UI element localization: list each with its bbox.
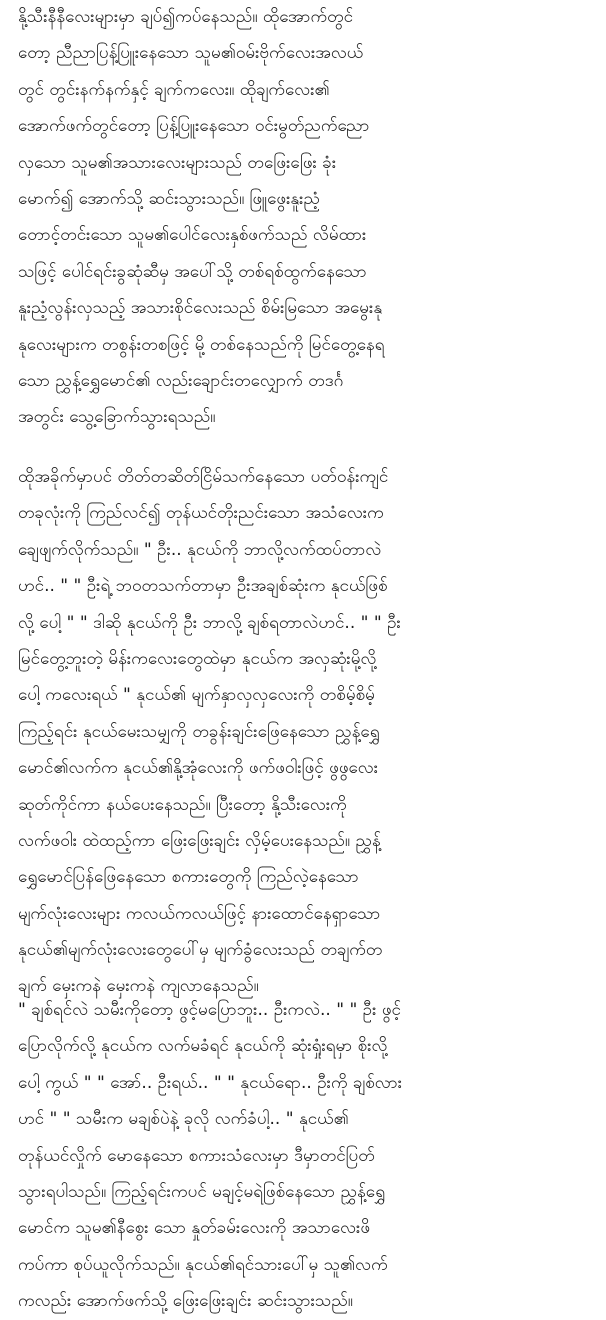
text-line: " ချစ်ရင်လဲ သမီးကိုတော့ ဖွင့်မပြောဘူး.. ဦးကလဲ.. " " ဦး ဖွင့် bbox=[18, 1000, 401, 1020]
text-line: မောင်က သူမ၏နီစွေး သော နှုတ်ခမ်းလေးကို အသာလေးဖိ bbox=[18, 1218, 371, 1239]
text-line: ဟင် " " သမီးက မချစ်ပဲနဲ့ ခုလို လက်ခံပါ့.. " နုငယ်၏ bbox=[18, 1109, 349, 1130]
text-line: လှသော သူမ၏အသားလေးများသည် တဖြေးဖြေး ခုံး bbox=[18, 152, 337, 173]
text-line: ချက် မှေးကနဲ မှေးကနဲ ကျလာနေသည်။ bbox=[18, 976, 259, 997]
text-line: ကလည်း အောက်ဖက်သို့ ဖြေးဖြေးချင်း ဆင်းသွားသည်။ bbox=[18, 1291, 353, 1312]
text-line: နို့သီးနီနီလေးများမှာ ချပ်၍ကပ်နေသည်။ ထိုအောက်တွင် bbox=[18, 7, 354, 27]
paragraph-2 bbox=[18, 459, 594, 1005]
text-line: ချေဖျက်လိုက်သည်။ " ဦး.. နုငယ်ကို ဘာလို့လက်ထပ်တာလဲ bbox=[18, 539, 382, 560]
text-line: တောင့်တင်းသော သူမ၏ပေါင်လေးနှစ်ဖက်သည် လိမ်ထား bbox=[18, 225, 367, 246]
text-line: သဖြင့် ပေါင်ရင်းခွဆုံဆီမှ အပေါ်သို့ တစ်ရစ်ထွက်နေသော bbox=[18, 261, 367, 282]
text-line: ကပ်ကာ စုပ်ယူလိုက်သည်။ နုငယ်၏ရင်သားပေါ်မှ သူ၏လက် bbox=[18, 1254, 388, 1275]
paragraph-1 bbox=[18, 0, 594, 436]
text-line: ပေါ့ ကွယ် " " အော်.. ဦးရယ်.. " " နုငယ်ရော.. ဦးကို ချစ်လား bbox=[18, 1072, 403, 1093]
text-line: နုလေးများက တစွန်းတစဖြင့် မို့ တစ်နေသည်ကို မြင်တွေ့နေရ bbox=[18, 334, 385, 355]
text-line: လို့ ပေါ့ " " ဒါဆို နုငယ်ကို ဦး ဘာလို့ ချစ်ရတာလဲဟင်.. " " ဦး bbox=[18, 612, 401, 633]
text-line: နုငယ်၏မျက်လုံးလေးတွေပေါ်မှ မျက်ခွံလေးသည် တချက်တ bbox=[18, 940, 383, 961]
text-line: သော ညွှန့်ရွှေမောင်၏ လည်းချောင်းတလျှောက် တဒင်္ဂ bbox=[18, 370, 344, 391]
text-line: ပြောလိုက်လို့ နုငယ်က လက်မခံရင် နုငယ်ကို ဆုံးရှုံးရမှာ စိုးလို့ bbox=[18, 1036, 388, 1057]
text-line: တုန်ယင်လှိုက် မောနေသော စကားသံလေးမှာ ဒီမှာတင်ပြတ် bbox=[18, 1145, 375, 1166]
text-line: မောက်၍ အောက်သို့ ဆင်းသွားသည်။ ဖြူဖွေးနူးညံ့ bbox=[18, 188, 320, 209]
paragraph-3 bbox=[18, 992, 594, 1320]
text-line: ထိုအခိုက်မှာပင် တိတ်တဆိတ်ငြိမ်သက်နေသော ပတ်ဝန်းကျင် bbox=[18, 467, 389, 487]
text-line: တွင် တွင်းနက်နက်နှင့် ချက်ကလေး။ ထိုချက်လေး၏ bbox=[18, 79, 330, 100]
text-line: အောက်ဖက်တွင်တော့ ပြန့်ပြူးနေသော ဝင်းမွတ်ညက်ညော bbox=[18, 116, 370, 137]
text-line: လက်ဖဝါး ထဲထည့်ကာ ဖြေးဖြေးချင်း လှိမ့်ပေးနေသည်။ ညွှန့် bbox=[18, 830, 381, 851]
text-line: မောင်၏လက်က နုငယ်၏နို့အုံလေးကို ဖက်ဖဝါးဖြင့် ဖွဖွလေး bbox=[18, 758, 379, 779]
text-line: သွားရပါသည်။ ကြည့်ရင်းကပင် မချင့်မရဲဖြစ်နေသော ညွှန့်ရွှေ bbox=[18, 1181, 386, 1202]
text-line: မြင်တွေ့ဘူးတဲ့ မိန်းကလေးတွေထဲမှာ နုငယ်က အလှဆုံးမို့လို့ bbox=[18, 648, 377, 669]
text-line: မျက်လုံးလေးများ ကလယ်ကလယ်ဖြင့် နားထောင်နေရှာသော bbox=[18, 903, 381, 924]
text-line: နူးညံ့လွန်းလှသည့် အသားစိုင်လေးသည် စိမ်းမြသော အမွေးနု bbox=[18, 298, 383, 319]
text-line: ဆုတ်ကိုင်ကာ နယ်ပေးနေသည်။ ပြီးတော့ နို့သီးလေးကို bbox=[18, 794, 347, 815]
text-line: ကြည့်ရင်း နုငယ်မေးသမျှကို တခွန်းချင်းဖြေနေသော ညွှန့်ရွှေ bbox=[18, 721, 380, 742]
text-line: တော့ ညီညာပြန့်ပြူးနေသော သူမ၏ဝမ်းဗိုက်လေးအလယ် bbox=[18, 43, 364, 64]
text-line: ရွှေမောင်ပြန်ဖြေနေသော စကားတွေကို ကြည်လဲ့နေသော bbox=[18, 867, 359, 888]
text-line: ဟင်.. " " ဦးရဲ့ ဘဝတသက်တာမှာ ဦးအချစ်ဆုံးက နုငယ်ဖြစ် bbox=[18, 576, 388, 597]
text-line: ပေါ့ ကလေးရယ် " နုငယ်၏ မျက်နှာလှလှလေးကို တစိမ့်စိမ့် bbox=[18, 685, 375, 706]
text-line: အတွင်း သွေ့ခြောက်သွားရသည်။ bbox=[18, 407, 216, 428]
text-line: တခုလုံးကို ကြည်လင်၍ တုန်ယင်တိုးညင်းသော အသံလေးက bbox=[18, 503, 384, 524]
